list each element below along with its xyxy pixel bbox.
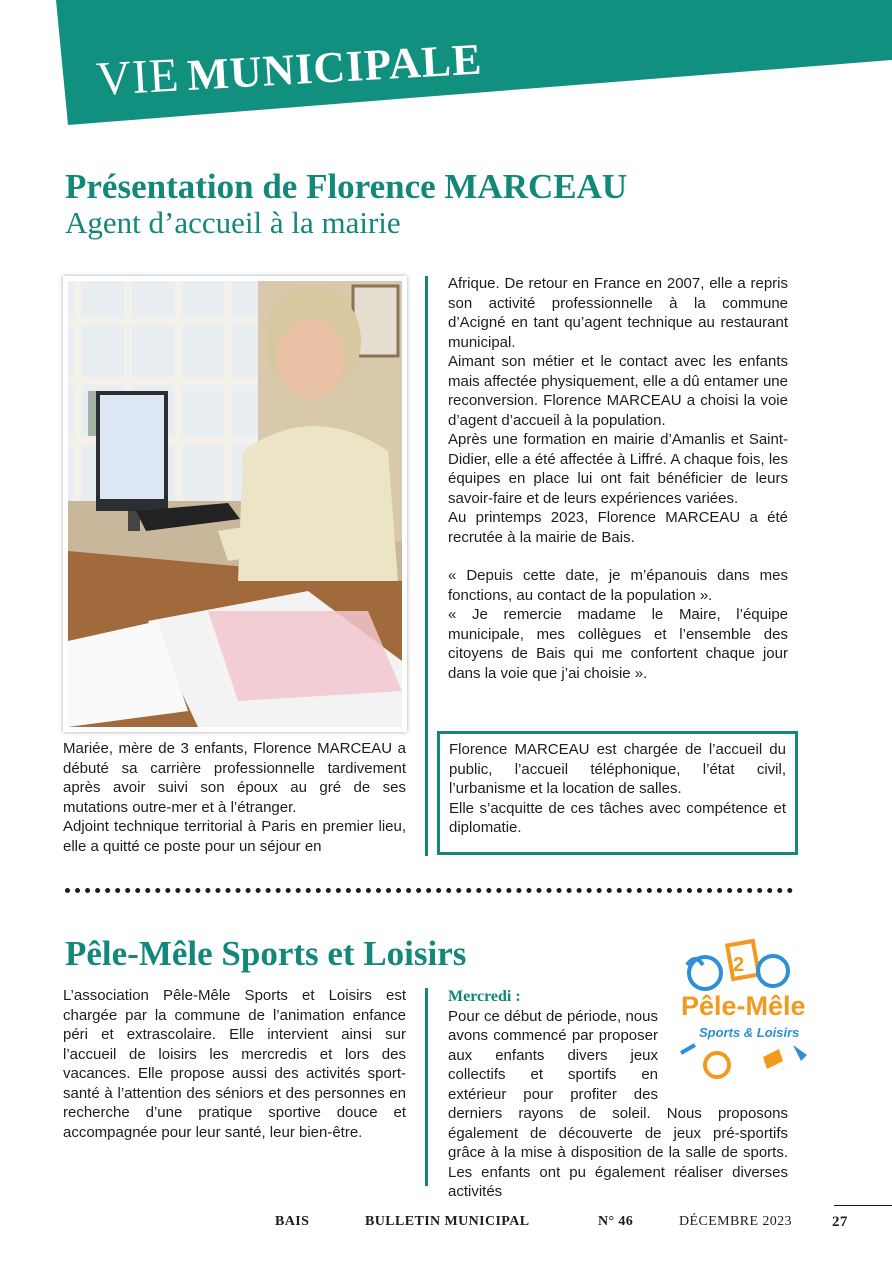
quote: « Je remercie madame le Maire, l’équipe municipale, mes collègues et l’ensemble des citoyens de Bais qui me confortent chaque jour dans la voie que j’ai choisie ». bbox=[448, 606, 788, 682]
spacer bbox=[448, 547, 788, 566]
pele-mele-logo bbox=[675, 935, 815, 1085]
mercredi-text: Pour ce début de période, nous avons commencé par proposer aux enfants divers jeux collectifs et sportifs en extérieur pour profiter des derniers rayons de soleil. Nous proposons également de découverte de jeux pré-sportifs grâce à la mise à disposition de la salle de sports. Les enfants ont pu également réaliser diverses activités bbox=[448, 1007, 788, 1200]
paragraph: L’association Pêle-Mêle Sports et Loisirs est chargée par la commune de l’animation enfance péri et extrascolaire. Elle intervient ainsi sur l’accueil de loisirs les mercredis et lors des vacances. Elle propose aussi des activités sport-santé à l’attention des séniors et des personnes en recherche d’une pratique sportive douce et accompagnée pour leur santé, leur bien-être. bbox=[63, 987, 406, 1141]
article-title: Présentation de Florence MARCEAU bbox=[65, 167, 628, 206]
quote: « Depuis cette date, je m’épanouis dans mes fonctions, au contact de la population ». bbox=[448, 567, 788, 604]
paragraph: Aimant son métier et le contact avec les enfants mais affectée physiquement, elle a dû entamer une reconversion. Florence MARCEAU a choisi la voie d’agent d’accueil à la population. bbox=[448, 353, 788, 429]
column-divider-2 bbox=[425, 988, 428, 1186]
dotted-separator bbox=[65, 888, 793, 893]
article2-left-column bbox=[63, 986, 406, 1142]
footer-publication: BULLETIN MUNICIPAL bbox=[365, 1214, 530, 1229]
article2-title: Pêle-Mêle Sports et Loisirs bbox=[65, 934, 467, 973]
mercredi-heading: Mercredi : bbox=[448, 988, 521, 1005]
footer-date: DÉCEMBRE 2023 bbox=[679, 1214, 792, 1229]
portrait-photo bbox=[63, 276, 407, 732]
logo-subtitle: Sports & Loisirs bbox=[699, 1025, 800, 1040]
paragraph: Après une formation en mairie d’Amanlis et Saint-Didier, elle a été affectée à Liffré. A chaque fois, les équipes en place lui ont fait bénéficier de leurs savoir-faire et de leurs expériences variées. bbox=[448, 431, 788, 507]
info-box-paragraph: Florence MARCEAU est chargée de l’accueil du public, l’accueil téléphonique, l’état civil, l’urbanisme et la location de salles. bbox=[449, 741, 786, 797]
office-photo-illustration bbox=[68, 281, 402, 727]
svg-text:2: 2 bbox=[733, 954, 745, 976]
footer-issue: N° 46 bbox=[598, 1214, 634, 1229]
footer-rule bbox=[834, 1205, 892, 1206]
logo-title: Pêle-Mêle bbox=[681, 991, 806, 1021]
article-subtitle: Agent d’accueil à la mairie bbox=[65, 205, 401, 240]
info-box-paragraph: Elle s’acquitte de ces tâches avec compétence et diplomatie. bbox=[449, 799, 786, 836]
article-right-column bbox=[448, 274, 788, 683]
footer-town: BAIS bbox=[275, 1214, 310, 1229]
info-box bbox=[437, 731, 798, 855]
section-title-bold: MUNICIPALE bbox=[185, 34, 484, 100]
column-divider bbox=[425, 276, 428, 856]
paragraph: Au printemps 2023, Florence MARCEAU a été recrutée à la mairie de Bais. bbox=[448, 509, 788, 546]
page-number: 27 bbox=[832, 1214, 848, 1230]
paragraph: Afrique. De retour en France en 2007, elle a repris son activité professionnelle à la commune d’Acigné en tant qu’agent technique au restaurant municipal. bbox=[448, 275, 788, 351]
paragraph: Mariée, mère de 3 enfants, Florence MARCEAU a débuté sa carrière professionnelle tardivement après avoir suivi son époux au gré de ses mutations outre-mer et à l’étranger. bbox=[63, 740, 406, 816]
paragraph: Adjoint technique territorial à Paris en premier lieu, elle a quitté ce poste pour un séjour en bbox=[63, 818, 406, 855]
pele-mele-logo-graphic bbox=[675, 935, 815, 1085]
article-left-column bbox=[63, 739, 406, 856]
section-title-light: VIE bbox=[94, 48, 181, 107]
